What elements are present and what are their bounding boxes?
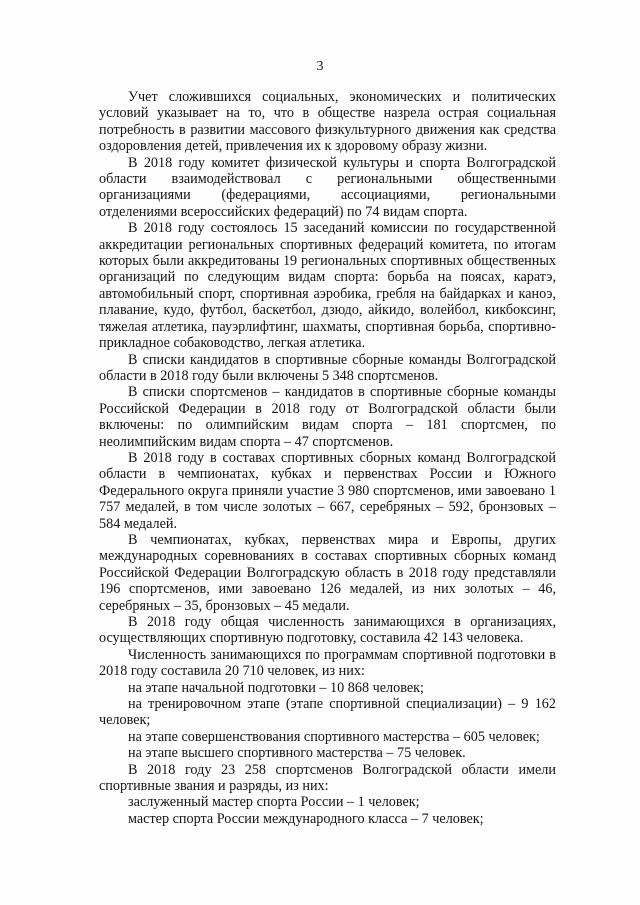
paragraph: В 2018 году в составах спортивных сборных команд Волгоградской области в чемпионатах, кубках и первенствах России и Южного Федерального округа приняли участие 3 980 спортсменов, ими завоевано 1 757 медалей, в том числе золотых – 667, серебряных – 592, бронзовых – 584 медалей.	[99, 449, 556, 532]
paragraph: В списки спортсменов – кандидатов в спортивные сборные команды Российской Федерации в 2018 году от Волгоградской области были включены: по олимпийским видам спорта – 181 спортсмен, по неолимпийским видам спорта – 47 спортсменов.	[99, 384, 556, 450]
document-body	[99, 89, 556, 827]
paragraph: В 2018 году комитет физической культуры и спорта Волгоградской области взаимодействовал с региональными общественными организациями (федерациями, ассоциациями, региональными отделениями всероссийских федераций) по 74 видам спорта.	[99, 154, 556, 220]
paragraph: В 2018 году состоялось 15 заседаний комиссии по государственной аккредитации региональных спортивных федераций комитета, по итогам которых были аккредитованы 19 региональных спортивных общественных организаций по следующим видам спорта: борьба на поясах, каратэ, автомобильный спорт, спортивная аэробика, гребля на байдарках и каноэ, плавание, кудо, футбол, баскетбол, дзюдо, айкидо, волейбол, кикбоксинг, тяжелая атлетика, пауэрлифтинг, шахматы, спортивная борьба, спортивно-прикладное собаководство, легкая атлетика.	[99, 220, 556, 352]
list-item: на этапе совершенствования спортивного мастерства – 605 человек;	[128, 728, 540, 745]
list-item: на этапе начальной подготовки – 10 868 человек;	[128, 679, 424, 696]
paragraph: В чемпионатах, кубках, первенствах мира и Европы, других международных соревнованиях в составах спортивных сборных команд Российской Федерации Волгоградскую область в 2018 году представляли 196 спортсменов, ими завоевано 126 медалей, из них золотых – 46, серебряных – 35, бронзовых – 45 медали.	[99, 531, 556, 614]
page-number: 3	[316, 59, 324, 74]
list-item: на тренировочном этапе (этапе спортивной специализации) – 9 162 человек;	[99, 696, 556, 729]
paragraph: Численность занимающихся по программам спортивной подготовки в 2018 году составила 20 710 человек, из них:	[99, 646, 556, 680]
paragraph: В 2018 году общая численность занимающихся в организациях, осуществляющих спортивную подготовку, составила 42 143 человека.	[99, 614, 556, 647]
list-item: мастер спорта России международного класса – 7 человек;	[128, 810, 484, 827]
list-item: на этапе высшего спортивного мастерства – 75 человек.	[128, 745, 466, 762]
paragraph: В 2018 году 23 258 спортсменов Волгоградской области имели спортивные звания и разряды, из них:	[99, 761, 556, 795]
paragraph: В списки кандидатов в спортивные сборные команды Волгоградской области в 2018 году были включены 5 348 спортсменов.	[99, 351, 556, 384]
paragraph: Учет сложившихся социальных, экономических и политических условий указывает на то, что в обществе назрела острая социальная потребность в развитии массового физкультурного движения как средства оздоровления детей, привлечения их к здоровому образу жизни.	[99, 89, 556, 155]
list-item: заслуженный мастер спорта России – 1 человек;	[128, 794, 420, 811]
